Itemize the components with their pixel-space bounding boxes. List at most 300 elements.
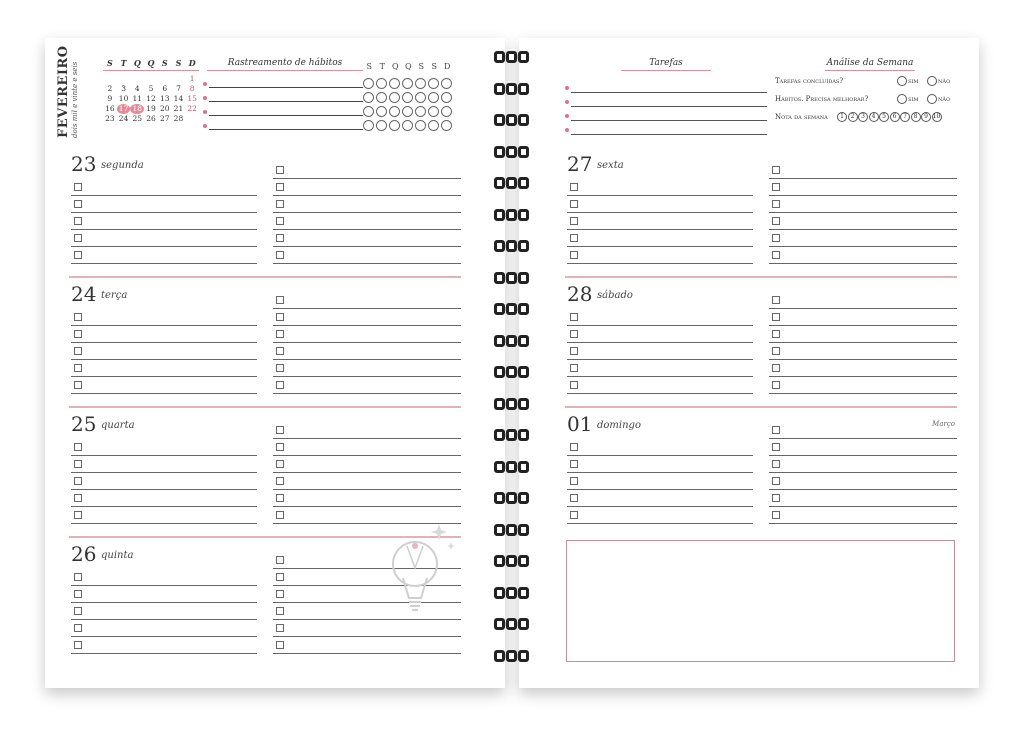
task-line[interactable]	[567, 309, 753, 326]
task-line[interactable]	[273, 162, 461, 179]
habit-day-circle[interactable]	[376, 92, 387, 103]
mini-calendar-day: 2	[107, 84, 113, 93]
checkbox-icon[interactable]	[74, 477, 82, 485]
task-line[interactable]	[567, 439, 753, 456]
mini-calendar	[103, 58, 199, 124]
day-number: 26	[71, 542, 97, 566]
task-line[interactable]	[567, 196, 753, 213]
checkbox-icon[interactable]	[570, 330, 578, 338]
task-line[interactable]	[769, 439, 957, 456]
task-line[interactable]	[71, 569, 257, 586]
ring-link	[506, 587, 517, 599]
ring-link	[494, 650, 505, 662]
checkbox-icon[interactable]	[772, 166, 780, 174]
mini-calendar-day: 22	[187, 104, 197, 113]
checkbox-icon[interactable]	[570, 347, 578, 355]
task-line[interactable]	[273, 326, 461, 343]
habit-day-circle[interactable]	[363, 78, 374, 89]
habit-day-circle[interactable]	[376, 78, 387, 89]
spiral-ring-icon	[494, 426, 530, 444]
rating-option[interactable]: 4	[869, 112, 879, 122]
bullet-icon	[203, 82, 207, 86]
mini-calendar-day: 26	[146, 114, 156, 123]
habit-day-circle[interactable]	[441, 78, 452, 89]
habit-day-circle[interactable]	[415, 120, 426, 131]
week-analysis-title: Análise da Semana	[825, 58, 915, 71]
habit-checkboxes	[363, 92, 454, 103]
checkbox-icon[interactable]	[570, 234, 578, 242]
task-line[interactable]	[769, 343, 957, 360]
mini-calendar-header	[103, 58, 199, 71]
checkbox-icon[interactable]	[276, 347, 284, 355]
task-line[interactable]	[71, 507, 257, 524]
task-line[interactable]	[769, 360, 957, 377]
mini-calendar-day: 4	[134, 84, 140, 93]
mini-calendar-day: 23	[105, 114, 115, 123]
mini-calendar-week	[103, 104, 199, 114]
task-line[interactable]	[273, 309, 461, 326]
task-line[interactable]	[273, 456, 461, 473]
checkbox-icon[interactable]	[74, 183, 82, 191]
task-line[interactable]	[769, 490, 957, 507]
task-line[interactable]	[567, 326, 753, 343]
task-line[interactable]	[71, 586, 257, 603]
checkbox-icon[interactable]	[74, 443, 82, 451]
habit-day-circle[interactable]	[441, 92, 452, 103]
spiral-ring-icon	[494, 111, 530, 129]
task-line[interactable]	[769, 179, 957, 196]
habit-name-line[interactable]	[209, 115, 363, 116]
checkbox-icon[interactable]	[772, 477, 780, 485]
checkbox-icon[interactable]	[772, 217, 780, 225]
spiral-ring-icon	[494, 521, 530, 539]
checkbox-icon[interactable]	[570, 494, 578, 502]
checkbox-icon[interactable]	[74, 641, 82, 649]
task-line[interactable]	[769, 422, 957, 439]
ring-link	[494, 335, 505, 347]
checkbox-icon[interactable]	[772, 183, 780, 191]
rating-option[interactable]: 8	[911, 112, 921, 122]
task-line[interactable]	[273, 343, 461, 360]
habit-day-circle[interactable]	[389, 92, 400, 103]
checkbox-icon[interactable]	[74, 573, 82, 581]
day-name: sexta	[597, 160, 624, 171]
task-line[interactable]	[71, 473, 257, 490]
spiral-ring-icon	[494, 458, 530, 476]
ring-link	[518, 398, 529, 410]
day-name: sábado	[597, 290, 633, 301]
task-line[interactable]	[567, 230, 753, 247]
checkbox-icon[interactable]	[74, 381, 82, 389]
habits-no-option[interactable]	[927, 94, 950, 104]
habit-day-circle[interactable]	[389, 78, 400, 89]
habit-day-circle[interactable]	[428, 92, 439, 103]
checkbox-icon[interactable]	[772, 347, 780, 355]
checkbox-icon[interactable]	[570, 251, 578, 259]
habit-day-circle[interactable]	[415, 106, 426, 117]
task-line[interactable]	[273, 179, 461, 196]
day-section	[69, 282, 461, 412]
checkbox-icon[interactable]	[74, 590, 82, 598]
habit-day-circle[interactable]	[402, 120, 413, 131]
task-line[interactable]	[71, 213, 257, 230]
spiral-ring-icon	[494, 237, 530, 255]
ring-link	[494, 51, 505, 63]
task-line[interactable]	[273, 230, 461, 247]
task-line[interactable]	[571, 120, 767, 121]
ring-link	[506, 51, 517, 63]
task-line[interactable]	[769, 247, 957, 264]
task-line[interactable]	[567, 377, 753, 394]
task-line[interactable]	[273, 422, 461, 439]
task-line[interactable]	[71, 179, 257, 196]
ring-link	[518, 650, 529, 662]
checkbox-icon[interactable]	[276, 313, 284, 321]
analysis-tasks-row	[775, 76, 955, 88]
spiral-ring-icon	[494, 647, 530, 665]
checkbox-icon[interactable]	[570, 217, 578, 225]
habit-row	[203, 92, 461, 104]
task-line[interactable]	[769, 196, 957, 213]
tasks-no-option[interactable]	[927, 76, 950, 86]
mini-calendar-day: 11	[132, 94, 143, 103]
habit-day-circle[interactable]	[363, 92, 374, 103]
checkbox-icon[interactable]	[570, 183, 578, 191]
spiral-ring-icon	[494, 363, 530, 381]
day-number: 27	[567, 152, 593, 176]
habit-day-header: S	[366, 62, 373, 71]
mini-calendar-day	[144, 74, 158, 84]
checkbox-icon[interactable]	[772, 426, 780, 434]
checkbox-icon[interactable]	[276, 607, 284, 615]
task-line[interactable]	[273, 637, 461, 654]
habit-day-header: S	[431, 62, 438, 71]
radio-circle-icon	[927, 76, 937, 86]
habit-day-circle[interactable]	[376, 120, 387, 131]
mini-calendar-day: 21	[173, 104, 184, 113]
ring-link	[494, 618, 505, 630]
checkbox-icon[interactable]	[74, 330, 82, 338]
day-section	[565, 152, 957, 282]
rating-option[interactable]: 7	[900, 112, 910, 122]
rating-option[interactable]: 10	[932, 113, 941, 120]
task-line[interactable]	[571, 106, 767, 107]
checkbox-icon[interactable]	[74, 494, 82, 502]
habit-day-circle[interactable]	[441, 120, 452, 131]
task-line[interactable]	[71, 230, 257, 247]
habit-day-circle[interactable]	[415, 78, 426, 89]
checkbox-icon[interactable]	[772, 234, 780, 242]
task-line[interactable]	[567, 473, 753, 490]
task-line[interactable]	[769, 326, 957, 343]
lightbulb-icon	[389, 516, 459, 626]
right-page	[519, 38, 979, 688]
checkbox-icon[interactable]	[74, 347, 82, 355]
habit-day-circle[interactable]	[428, 78, 439, 89]
bullet-icon	[565, 100, 569, 104]
checkbox-icon[interactable]	[772, 494, 780, 502]
habit-day-circle[interactable]	[363, 106, 374, 117]
ring-link	[494, 555, 505, 567]
habit-day-circle[interactable]	[441, 106, 452, 117]
rating-option[interactable]: 2	[848, 112, 858, 122]
radio-circle-icon	[897, 76, 907, 86]
task-line[interactable]	[273, 439, 461, 456]
checkbox-icon[interactable]	[276, 556, 284, 564]
ring-link	[506, 146, 517, 158]
task-line[interactable]	[769, 507, 957, 524]
ring-link	[494, 209, 505, 221]
checkbox-icon[interactable]	[276, 296, 284, 304]
habit-tracker-title: Rastreamento de hábitos	[207, 58, 363, 71]
checkbox-icon[interactable]	[74, 624, 82, 632]
habit-day-circle[interactable]	[415, 92, 426, 103]
checkbox-icon[interactable]	[772, 381, 780, 389]
checkbox-icon[interactable]	[570, 200, 578, 208]
task-line[interactable]	[273, 213, 461, 230]
checkbox-icon[interactable]	[772, 443, 780, 451]
tasks-yes-option[interactable]	[897, 76, 919, 86]
task-line[interactable]	[769, 309, 957, 326]
mini-calendar-day	[185, 114, 199, 124]
task-line[interactable]	[567, 360, 753, 377]
checkbox-icon[interactable]	[772, 296, 780, 304]
mini-calendar-day: 10	[118, 94, 129, 103]
ring-link	[518, 524, 529, 536]
task-line[interactable]	[71, 439, 257, 456]
mini-calendar-day	[117, 74, 131, 84]
task-line[interactable]	[273, 490, 461, 507]
checkbox-icon[interactable]	[276, 234, 284, 242]
checkbox-icon[interactable]	[276, 426, 284, 434]
mini-calendar-weekday: T	[120, 58, 127, 68]
task-line[interactable]	[71, 456, 257, 473]
task-line[interactable]	[567, 490, 753, 507]
rating-option[interactable]: 3	[858, 112, 868, 122]
checkbox-icon[interactable]	[276, 494, 284, 502]
habit-name-line[interactable]	[209, 129, 363, 130]
checkbox-icon[interactable]	[74, 607, 82, 615]
checkbox-icon[interactable]	[276, 251, 284, 259]
checkbox-icon[interactable]	[74, 251, 82, 259]
mini-calendar-day: 12	[146, 94, 156, 103]
analysis-rating-label: Nota da semana	[775, 113, 828, 121]
task-line[interactable]	[769, 162, 957, 179]
day-name: quinta	[101, 550, 134, 561]
task-line[interactable]	[273, 377, 461, 394]
ring-link	[518, 335, 529, 347]
left-page	[45, 38, 505, 688]
checkbox-icon[interactable]	[74, 313, 82, 321]
checkbox-icon[interactable]	[772, 330, 780, 338]
habit-day-circle[interactable]	[389, 106, 400, 117]
habit-name-line[interactable]	[209, 101, 363, 102]
ring-link	[506, 114, 517, 126]
habit-day-circle[interactable]	[402, 106, 413, 117]
task-line[interactable]	[273, 473, 461, 490]
radio-circle-icon	[927, 94, 937, 104]
task-line[interactable]	[567, 247, 753, 264]
mini-calendar-day: 25	[132, 114, 143, 123]
task-line[interactable]	[273, 360, 461, 377]
habit-name-line[interactable]	[209, 87, 363, 88]
mini-calendar-week	[103, 84, 199, 94]
rating-scale	[837, 112, 942, 122]
mini-calendar-day: 5	[148, 84, 154, 93]
task-line[interactable]	[71, 490, 257, 507]
checkbox-icon[interactable]	[570, 381, 578, 389]
task-line[interactable]	[273, 247, 461, 264]
task-line[interactable]	[71, 603, 257, 620]
checkbox-icon[interactable]	[276, 641, 284, 649]
checkbox-icon[interactable]	[276, 364, 284, 372]
rating-option[interactable]: 5	[879, 112, 889, 122]
habit-day-header: Q	[391, 62, 400, 71]
habit-day-circle[interactable]	[363, 120, 374, 131]
checkbox-icon[interactable]	[276, 477, 284, 485]
habit-row	[203, 78, 461, 90]
ring-link	[494, 461, 505, 473]
day-number: 24	[71, 282, 97, 306]
checkbox-icon[interactable]	[772, 511, 780, 519]
checkbox-icon[interactable]	[276, 590, 284, 598]
task-line[interactable]	[567, 179, 753, 196]
checkbox-icon[interactable]	[276, 460, 284, 468]
task-line[interactable]	[71, 620, 257, 637]
analysis-rating-row	[775, 112, 955, 124]
task-line[interactable]	[273, 292, 461, 309]
checkbox-icon[interactable]	[276, 573, 284, 581]
ring-link	[506, 492, 517, 504]
habit-day-circle[interactable]	[428, 106, 439, 117]
checkbox-icon[interactable]	[74, 217, 82, 225]
checkbox-icon[interactable]	[772, 313, 780, 321]
mini-calendar-weekday: Q	[147, 58, 155, 68]
habit-day-circle[interactable]	[389, 120, 400, 131]
ring-link	[506, 398, 517, 410]
rating-option[interactable]: 6	[890, 112, 900, 122]
spiral-ring-icon	[494, 174, 530, 192]
task-line[interactable]	[273, 196, 461, 213]
task-line[interactable]	[71, 360, 257, 377]
checkbox-icon[interactable]	[276, 200, 284, 208]
task-line[interactable]	[571, 92, 767, 93]
checkbox-icon[interactable]	[276, 330, 284, 338]
habit-day-circle[interactable]	[428, 120, 439, 131]
task-row	[565, 122, 767, 136]
checkbox-icon[interactable]	[772, 200, 780, 208]
bullet-icon	[203, 110, 207, 114]
habit-day-circle[interactable]	[402, 92, 413, 103]
task-line[interactable]	[769, 292, 957, 309]
checkbox-icon[interactable]	[276, 166, 284, 174]
task-line[interactable]	[567, 456, 753, 473]
task-line[interactable]	[769, 456, 957, 473]
task-line[interactable]	[71, 326, 257, 343]
rating-option[interactable]: 1	[837, 112, 847, 122]
bullet-icon	[565, 114, 569, 118]
checkbox-icon[interactable]	[772, 364, 780, 372]
habit-day-circle[interactable]	[402, 78, 413, 89]
task-line[interactable]	[71, 377, 257, 394]
ring-link	[506, 461, 517, 473]
mini-calendar-day	[130, 74, 144, 84]
checkbox-icon[interactable]	[570, 477, 578, 485]
task-line[interactable]	[71, 637, 257, 654]
ring-link	[494, 272, 505, 284]
checkbox-icon[interactable]	[74, 511, 82, 519]
checkbox-icon[interactable]	[772, 460, 780, 468]
section-divider	[69, 406, 461, 408]
checkbox-icon[interactable]	[276, 624, 284, 632]
month-label	[56, 45, 83, 138]
habits-yes-option[interactable]	[897, 94, 919, 104]
section-divider	[69, 276, 461, 278]
checkbox-icon[interactable]	[74, 364, 82, 372]
rating-option[interactable]: 9	[921, 112, 931, 122]
habits-no-label: não	[938, 95, 951, 103]
mini-calendar-day	[158, 74, 172, 84]
task-line[interactable]	[567, 213, 753, 230]
habit-checkboxes	[363, 120, 454, 131]
task-line[interactable]	[71, 196, 257, 213]
checkbox-icon[interactable]	[772, 251, 780, 259]
task-line[interactable]	[769, 473, 957, 490]
task-line[interactable]	[769, 377, 957, 394]
mini-calendar-day: 16	[105, 104, 115, 113]
checkbox-icon[interactable]	[276, 381, 284, 389]
checkbox-icon[interactable]	[276, 443, 284, 451]
task-line[interactable]	[567, 507, 753, 524]
bullet-icon	[565, 86, 569, 90]
ring-link	[518, 366, 529, 378]
habit-day-header: T	[379, 62, 386, 71]
day-number: 25	[71, 412, 97, 436]
notes-box[interactable]	[566, 540, 955, 662]
checkbox-icon[interactable]	[74, 460, 82, 468]
checkbox-icon[interactable]	[570, 364, 578, 372]
section-divider	[565, 406, 957, 408]
habit-day-circle[interactable]	[376, 106, 387, 117]
checkbox-icon[interactable]	[570, 313, 578, 321]
checkbox-icon[interactable]	[570, 460, 578, 468]
task-line[interactable]	[571, 134, 767, 135]
task-line[interactable]	[71, 309, 257, 326]
checkbox-icon[interactable]	[74, 200, 82, 208]
tasks-title: Tarefas	[621, 58, 711, 71]
task-line[interactable]	[71, 247, 257, 264]
mini-calendar-weekday: S	[175, 58, 182, 68]
checkbox-icon[interactable]	[570, 443, 578, 451]
checkbox-icon[interactable]	[276, 217, 284, 225]
mini-calendar-weekday: S	[161, 58, 168, 68]
task-line[interactable]	[769, 213, 957, 230]
task-line[interactable]	[567, 343, 753, 360]
checkbox-icon[interactable]	[74, 234, 82, 242]
task-line[interactable]	[769, 230, 957, 247]
checkbox-icon[interactable]	[570, 511, 578, 519]
task-line[interactable]	[71, 343, 257, 360]
checkbox-icon[interactable]	[276, 511, 284, 519]
ring-link	[494, 240, 505, 252]
ring-link	[518, 587, 529, 599]
checkbox-icon[interactable]	[276, 183, 284, 191]
ring-link	[506, 209, 517, 221]
spiral-ring-icon	[494, 584, 530, 602]
ring-link	[506, 177, 517, 189]
mini-calendar-day: 1	[189, 74, 195, 83]
week-analysis	[775, 58, 955, 121]
